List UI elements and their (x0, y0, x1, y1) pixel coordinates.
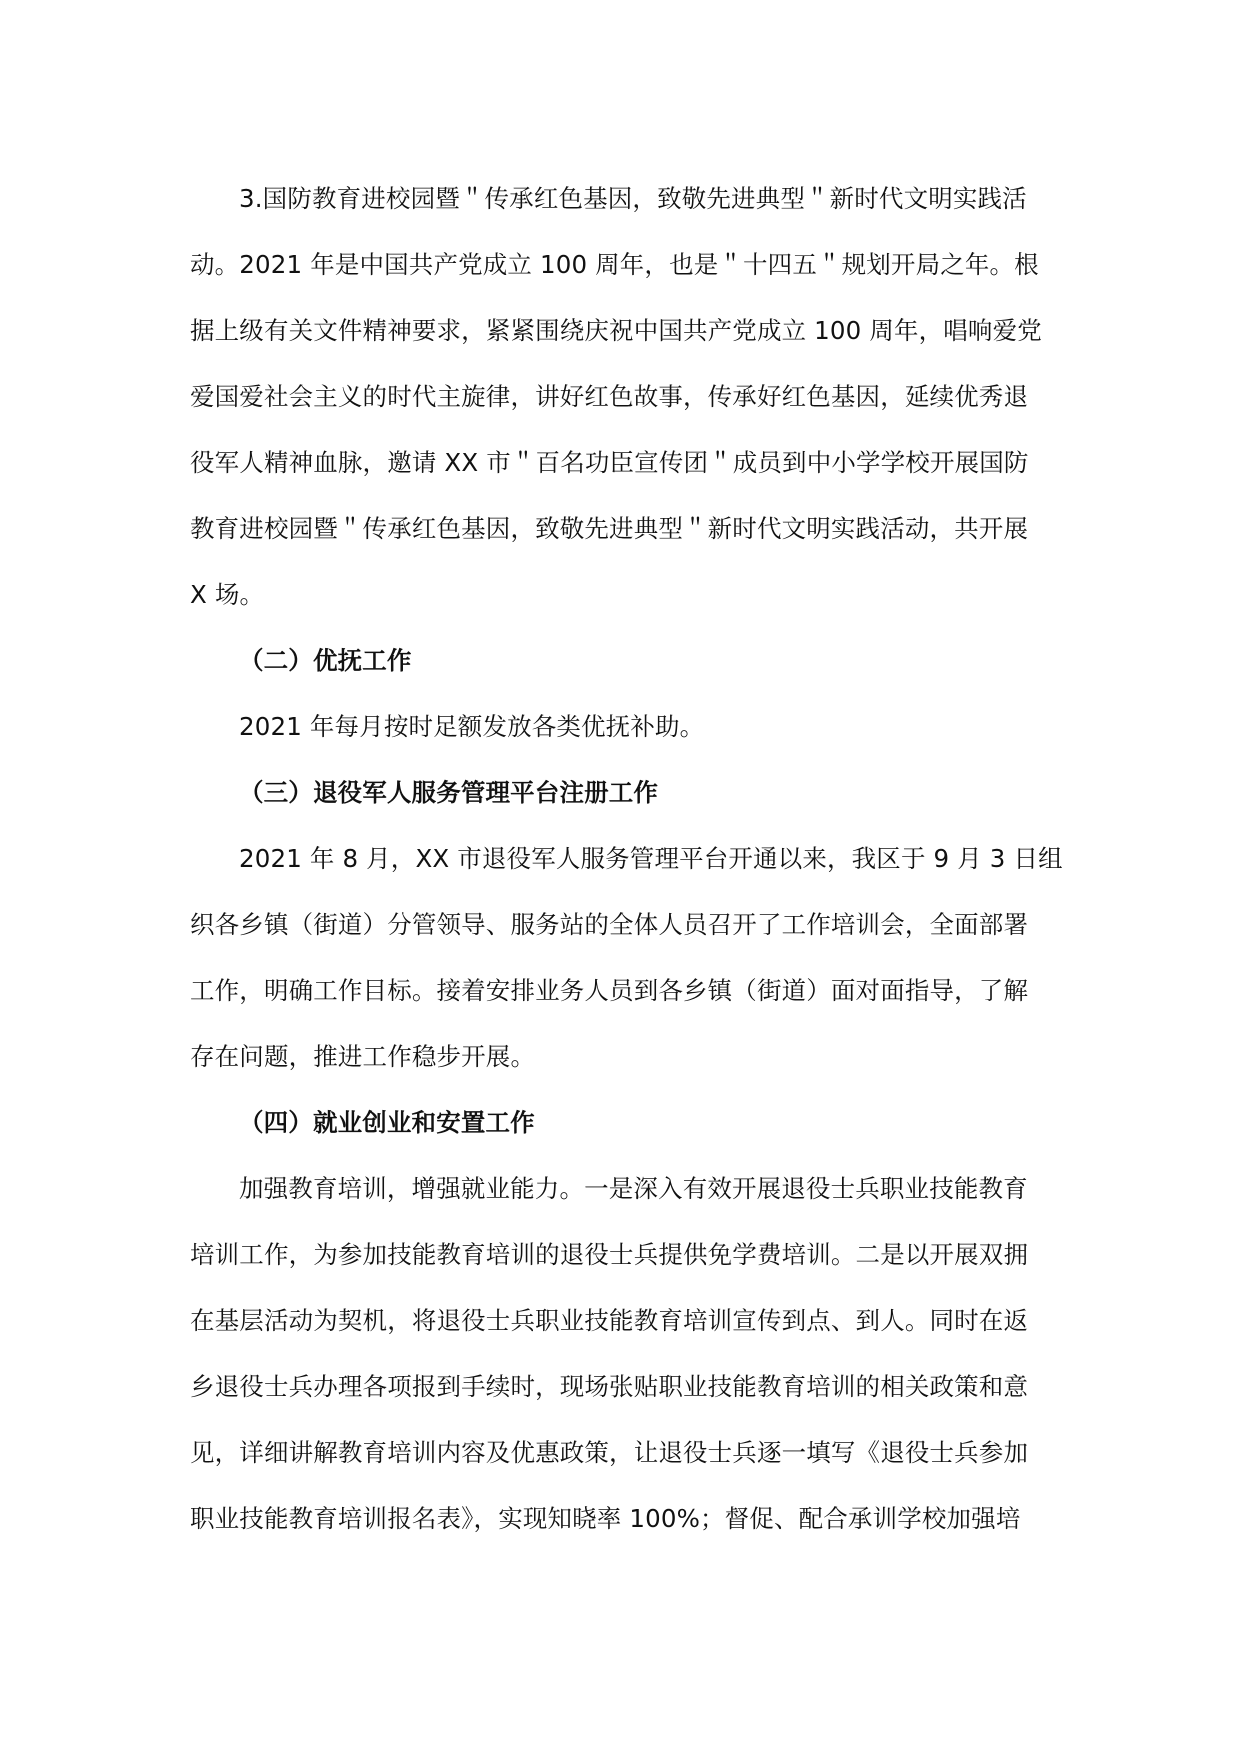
section-heading-employment: （四）就业创业和安置工作 (239, 1108, 535, 1137)
section-heading-youfu: （二）优抚工作 (239, 646, 412, 675)
paragraph-line: 据上级有关文件精神要求，紧紧围绕庆祝中国共产党成立 100 周年，唱响爱党 (190, 316, 1042, 345)
paragraph-line: 职业技能教育培训报名表》，实现知晓率 100%；督促、配合承训学校加强培 (190, 1504, 1021, 1533)
paragraph-line: 乡退役士兵办理各项报到手续时，现场张贴职业技能教育培训的相关政策和意 (190, 1372, 1029, 1401)
document-page (190, 166, 1063, 1552)
paragraph-line: 爱国爱社会主义的时代主旋律，讲好红色故事，传承好红色基因，延续优秀退 (190, 382, 1029, 411)
paragraph-line: 在基层活动为契机，将退役士兵职业技能教育培训宣传到点、到人。同时在返 (190, 1306, 1029, 1335)
section-heading-platform-registration: （三）退役军人服务管理平台注册工作 (239, 778, 659, 807)
paragraph-line: 存在问题，推进工作稳步开展。 (190, 1042, 536, 1071)
paragraph-line: 教育进校园暨＂传承红色基因，致敬先进典型＂新时代文明实践活动，共开展 (190, 514, 1029, 543)
paragraph-line: 培训工作，为参加技能教育培训的退役士兵提供免学费培训。二是以开展双拥 (190, 1240, 1029, 1269)
paragraph-line: 动。2021 年是中国共产党成立 100 周年，也是＂十四五＂规划开局之年。根 (190, 250, 1039, 279)
paragraph-line: 工作，明确工作目标。接着安排业务人员到各乡镇（街道）面对面指导，了解 (190, 976, 1029, 1005)
paragraph-line: 见，详细讲解教育培训内容及优惠政策，让退役士兵逐一填写《退役士兵参加 (190, 1438, 1029, 1467)
paragraph-line: 织各乡镇（街道）分管领导、服务站的全体人员召开了工作培训会，全面部署 (190, 910, 1029, 939)
paragraph-line: 加强教育培训，增强就业能力。一是深入有效开展退役士兵职业技能教育 (239, 1174, 1028, 1203)
paragraph-line: 2021 年每月按时足额发放各类优抚补助。 (239, 712, 705, 741)
paragraph-line: X 场。 (190, 580, 265, 609)
paragraph-line: 3.国防教育进校园暨＂传承红色基因，致敬先进典型＂新时代文明实践活 (239, 184, 1027, 213)
paragraph-line: 役军人精神血脉，邀请 XX 市＂百名功臣宣传团＂成员到中小学学校开展国防 (190, 448, 1029, 477)
paragraph-line: 2021 年 8 月，XX 市退役军人服务管理平台开通以来，我区于 9 月 3 日组 (239, 844, 1063, 873)
